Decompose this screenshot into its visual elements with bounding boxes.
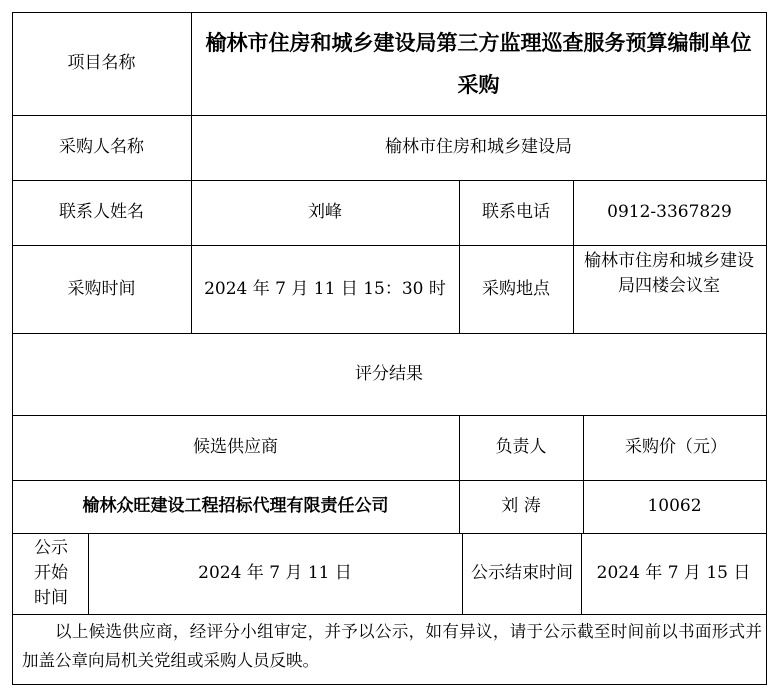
publicity-end-label: 公示结束时间 xyxy=(471,563,573,583)
result-person: 刘 涛 xyxy=(501,496,541,516)
purchaser-label: 采购人名称 xyxy=(59,137,144,157)
contact-name: 刘峰 xyxy=(308,202,342,222)
column-divider xyxy=(462,533,463,614)
contact-phone: 0912-3367829 xyxy=(607,202,732,222)
header-supplier: 候选供应商 xyxy=(193,437,278,457)
result-price: 10062 xyxy=(647,496,702,516)
publicity-start-label: 公示开始时间 xyxy=(34,538,68,608)
procurement-place: 榆林市住房和城乡建设局四楼会议室 xyxy=(584,251,754,296)
table-border-bottom xyxy=(12,684,767,685)
project-label: 项目名称 xyxy=(67,53,136,73)
result-supplier: 榆林众旺建设工程招标代理有限责任公司 xyxy=(82,496,389,516)
procurement-time: 2024 年 7 月 11 日 15：30 时 xyxy=(204,278,446,299)
publicity-end: 2024 年 7 月 15 日 xyxy=(596,563,751,583)
contact-name-label: 联系人姓名 xyxy=(59,202,144,222)
notice-text: 以上候选供应商，经评分小组审定，并予以公示，如有异议，请于公示截至时间前以书面形式并加盖公章向局机关党组或采购人员反映。 xyxy=(22,622,762,670)
table-border-right xyxy=(766,12,767,685)
publicity-start: 2024 年 7 月 11 日 xyxy=(198,563,352,583)
header-person: 负责人 xyxy=(495,437,547,457)
procurement-place-label: 采购地点 xyxy=(482,278,550,299)
result-section-title: 评分结果 xyxy=(355,363,423,384)
header-price: 采购价（元） xyxy=(625,437,727,457)
contact-phone-label: 联系电话 xyxy=(482,202,550,222)
purchaser-name: 榆林市住房和城乡建设局 xyxy=(385,137,572,157)
project-name: 榆林市住房和城乡建设局第三方监理巡查服务预算编制单位采购 xyxy=(205,29,752,97)
row-divider xyxy=(12,614,767,615)
procurement-time-label: 采购时间 xyxy=(67,278,136,299)
